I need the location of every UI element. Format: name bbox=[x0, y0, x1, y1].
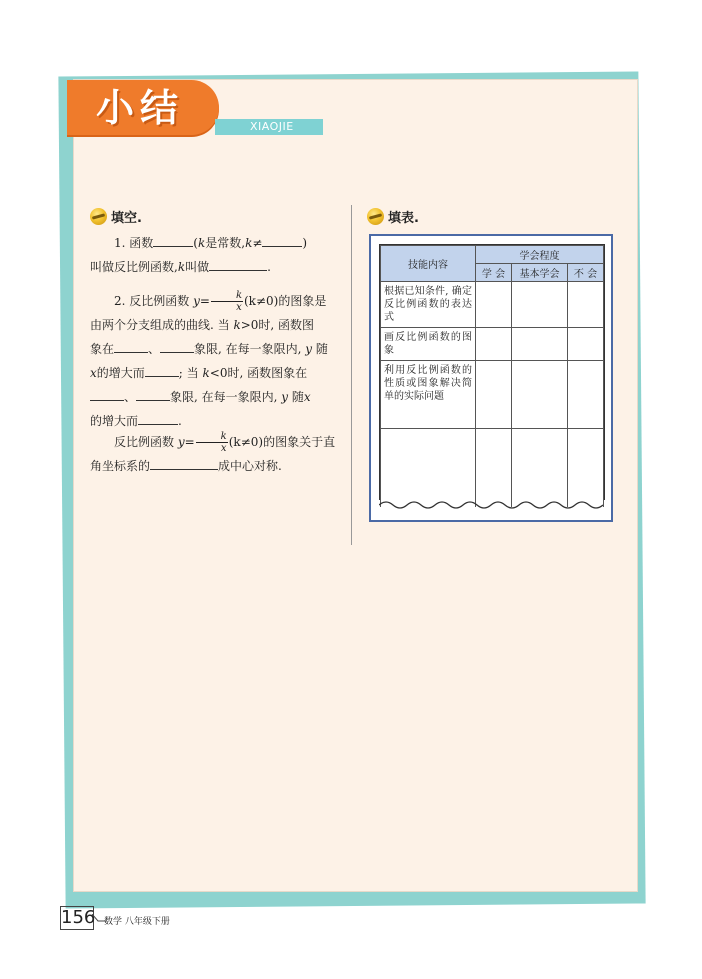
col-learned: 学 会 bbox=[476, 264, 512, 282]
col-basically-learned: 基本学会 bbox=[511, 264, 567, 282]
answer-blank[interactable] bbox=[153, 232, 193, 247]
answer-blank[interactable] bbox=[90, 386, 124, 401]
fraction-k-over-x: $\frac{k}{x}$ bbox=[211, 290, 243, 313]
col-not-learned: 不 会 bbox=[568, 264, 604, 282]
table-row-label: 根据已知条件, 确定反比例函数的表达式 bbox=[381, 282, 476, 328]
book-title: 数学 八年级下册 bbox=[104, 917, 170, 927]
table-row-label bbox=[381, 429, 476, 507]
mastery-group-header: 学会程度 bbox=[476, 246, 604, 264]
skill-table-frame bbox=[369, 234, 613, 522]
bullet-icon bbox=[90, 208, 107, 225]
check-cell[interactable] bbox=[511, 328, 567, 361]
page-title: 小结 bbox=[96, 86, 185, 130]
question-2: 2. 反比例函数 y= $\frac{k}{x}$ (k≠0)的图象是 由两个分支组成的曲线. 当 k>0时, 函数图 象在 、 象限, 在每一象限内, y 随 x的增大而 ; 当 k<0时, 函数图象在 、 象限, 在每一象限内, y 随x 的增大而 . bbox=[90, 290, 328, 428]
fill-table-label: 填表. bbox=[388, 210, 419, 226]
table-row-label: 画反比例函数的图象 bbox=[381, 328, 476, 361]
question-1: 1. 函数 (k是常数,k≠ ) 叫做反比例函数,k叫做 . bbox=[90, 231, 345, 279]
answer-blank[interactable] bbox=[150, 455, 218, 470]
column-divider bbox=[351, 205, 352, 545]
table-row-label: 利用反比例函数的性质或图象解决简单的实际问题 bbox=[381, 361, 476, 429]
check-cell[interactable] bbox=[476, 328, 512, 361]
check-cell[interactable] bbox=[511, 361, 567, 429]
page-subtitle: XIAOJIE bbox=[250, 120, 294, 133]
page-number: 156 bbox=[61, 907, 96, 928]
answer-blank[interactable] bbox=[209, 256, 267, 271]
question-3: 反比例函数 y= $\frac{k}{x}$ (k≠0)的图象关于直 角坐标系的 成中心对称. bbox=[90, 431, 336, 473]
answer-blank[interactable] bbox=[114, 338, 148, 353]
answer-blank[interactable] bbox=[262, 232, 302, 247]
answer-blank[interactable] bbox=[145, 362, 179, 377]
check-cell[interactable] bbox=[568, 361, 604, 429]
answer-blank[interactable] bbox=[138, 410, 178, 425]
fraction-k-over-x: $\frac{k}{x}$ bbox=[196, 431, 228, 454]
check-cell[interactable] bbox=[568, 328, 604, 361]
fill-blank-label: 填空. bbox=[111, 210, 142, 226]
check-cell[interactable] bbox=[476, 429, 512, 507]
check-cell[interactable] bbox=[568, 282, 604, 328]
fill-blank-heading bbox=[90, 206, 142, 226]
answer-blank[interactable] bbox=[160, 338, 194, 353]
check-cell[interactable] bbox=[476, 282, 512, 328]
check-cell[interactable] bbox=[511, 429, 567, 507]
wavy-bottom-edge bbox=[379, 498, 603, 512]
answer-blank[interactable] bbox=[136, 386, 170, 401]
check-cell[interactable] bbox=[476, 361, 512, 429]
check-cell[interactable] bbox=[511, 282, 567, 328]
skill-table bbox=[379, 244, 605, 500]
check-cell[interactable] bbox=[568, 429, 604, 507]
skill-column-header: 技能内容 bbox=[381, 246, 476, 282]
fill-table-heading bbox=[367, 206, 419, 226]
bullet-icon bbox=[367, 208, 384, 225]
